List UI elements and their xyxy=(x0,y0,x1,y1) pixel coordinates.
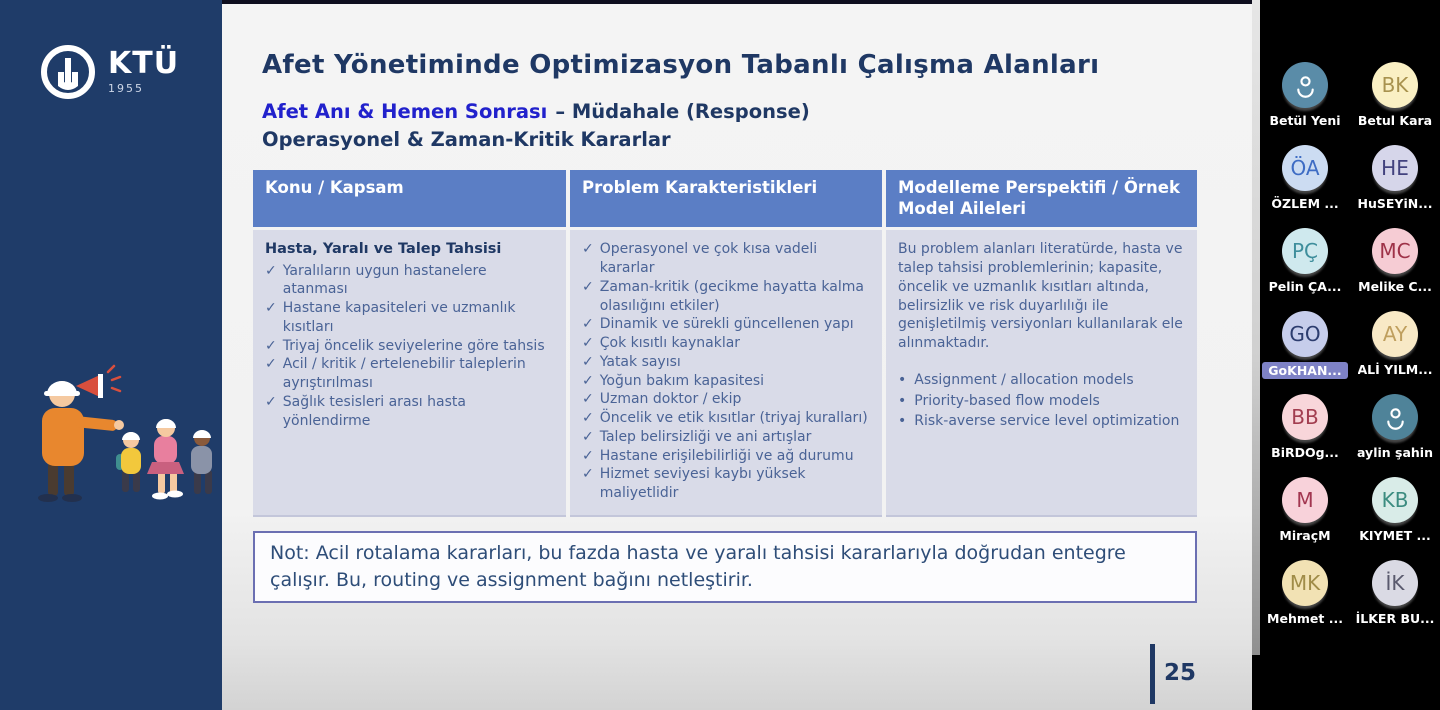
avatar xyxy=(1372,477,1418,523)
avatar xyxy=(1282,145,1328,191)
check-icon: ✓ xyxy=(265,337,277,354)
participant-name: MiraçM xyxy=(1279,528,1331,543)
avatar xyxy=(1372,228,1418,274)
avatar xyxy=(1372,62,1418,108)
check-item-text: Öncelik ve etik kısıtlar (triyaj kuralları) xyxy=(599,410,868,426)
slide-top-strip xyxy=(222,0,1252,4)
table-header-modelleme: Modelleme Perspektifi / Örnek Model Aileleri xyxy=(886,170,1197,227)
check-item xyxy=(265,355,554,393)
check-icon: ✓ xyxy=(582,316,594,333)
check-icon: ✓ xyxy=(582,410,594,426)
avatar-initials: MC xyxy=(1379,239,1411,263)
check-icon: ✓ xyxy=(265,262,277,279)
bullet-item-text: Assignment / allocation models xyxy=(914,371,1134,388)
participant-tile[interactable] xyxy=(1260,145,1350,228)
participant-tile[interactable] xyxy=(1350,145,1440,228)
participant-name: ALİ YILM... xyxy=(1357,362,1433,377)
child-figure-2 xyxy=(147,419,184,500)
participant-name: KIYMET ... xyxy=(1359,528,1431,543)
avatar-initials: PÇ xyxy=(1291,239,1319,263)
check-item xyxy=(265,299,554,337)
bullet-item xyxy=(898,392,1185,411)
check-item xyxy=(582,428,870,447)
bullet-item-text: Priority-based flow models xyxy=(914,392,1100,409)
page-number: 25 xyxy=(1164,660,1197,686)
check-item xyxy=(582,372,870,391)
participant-name: BiRDOg... xyxy=(1271,445,1339,460)
check-item-text: Yaralıların uygun hastanelere atanması xyxy=(282,262,487,298)
avatar-initials: M xyxy=(1296,488,1314,512)
check-icon: ✓ xyxy=(582,241,594,258)
ktu-logo xyxy=(38,42,179,102)
avatar xyxy=(1372,145,1418,191)
check-item xyxy=(265,337,554,356)
bullet-icon: • xyxy=(898,371,907,388)
bullet-item-text: Risk-averse service level optimization xyxy=(914,413,1180,430)
check-item-text: Hizmet seviyesi kaybı yüksek maliyetlidir xyxy=(599,466,806,501)
child-figure-1 xyxy=(116,432,141,492)
check-icon: ✓ xyxy=(265,356,277,373)
check-item xyxy=(582,240,870,278)
avatar xyxy=(1282,394,1328,440)
table-cell-modelleme xyxy=(886,230,1197,517)
participant-tile[interactable] xyxy=(1350,62,1440,145)
ktu-logo-text xyxy=(108,46,180,95)
participant-tile[interactable] xyxy=(1350,477,1440,560)
check-icon: ✓ xyxy=(582,278,594,295)
table-header-problem: Problem Karakteristikleri xyxy=(570,170,882,227)
participant-tile[interactable] xyxy=(1260,560,1350,643)
check-item-text: Zaman-kritik (gecikme hayatta kalma olasılığını etkiler) xyxy=(599,278,864,314)
check-icon: ✓ xyxy=(582,391,594,408)
bullet-item xyxy=(898,412,1185,431)
check-item-text: Dinamik ve sürekli güncellenen yapı xyxy=(599,316,854,333)
scrollbar-track[interactable] xyxy=(1252,0,1260,710)
avatar-initials: BK xyxy=(1381,73,1409,97)
check-icon: ✓ xyxy=(265,393,277,410)
check-icon: ✓ xyxy=(582,466,594,483)
participant-name: Mehmet ... xyxy=(1267,611,1343,626)
check-item-text: Yoğun bakım kapasitesi xyxy=(599,372,765,389)
avatar xyxy=(1282,311,1328,357)
participant-name: ÖZLEM ... xyxy=(1271,196,1339,211)
slide-title: Afet Yönetiminde Optimizasyon Tabanlı Çalışma Alanları xyxy=(262,50,1100,80)
participant-name: Betül Yeni xyxy=(1269,113,1341,128)
avatar xyxy=(1282,477,1328,523)
check-item xyxy=(265,393,554,431)
participant-tile[interactable] xyxy=(1350,311,1440,394)
check-item xyxy=(582,409,870,428)
person-icon xyxy=(1382,404,1409,431)
table-cell-konu xyxy=(253,230,566,517)
check-item xyxy=(582,353,870,372)
avatar-initials: KB xyxy=(1381,488,1409,512)
check-item xyxy=(582,334,870,353)
cell-heading: Hasta, Yaralı ve Talep Tahsisi xyxy=(265,241,502,258)
avatar xyxy=(1372,560,1418,606)
bullet-icon: • xyxy=(898,413,907,430)
participant-name: aylin şahin xyxy=(1357,445,1433,460)
check-item-text: Talep belirsizliği ve ani artışlar xyxy=(599,428,812,445)
participant-tile[interactable] xyxy=(1350,560,1440,643)
bullet-item xyxy=(898,371,1185,390)
participant-tile[interactable] xyxy=(1260,394,1350,477)
avatar-initials: GO xyxy=(1289,322,1321,346)
avatar-initials: İK xyxy=(1385,571,1405,595)
presentation-slide xyxy=(222,0,1252,710)
child-figure-3 xyxy=(191,430,212,494)
slide-left-band xyxy=(0,0,222,710)
avatar xyxy=(1372,311,1418,357)
participant-tile[interactable] xyxy=(1260,477,1350,560)
content-table xyxy=(253,170,1197,517)
check-icon: ✓ xyxy=(582,335,594,351)
participant-name: GoKHAN... xyxy=(1262,362,1347,379)
check-item xyxy=(582,465,870,503)
check-item-text: Triyaj öncelik seviyelerine göre tahsis xyxy=(282,337,545,354)
subtitle-rest: – Müdahale (Response) xyxy=(555,100,810,123)
slide-subtitle-line2: Operasyonel & Zaman-Kritik Kararlar xyxy=(262,128,671,151)
avatar xyxy=(1282,62,1328,108)
subtitle-accent: Afet Anı & Hemen Sonrası xyxy=(262,100,548,123)
person-icon xyxy=(1292,72,1319,99)
check-item-text: Çok kısıtlı kaynaklar xyxy=(599,335,741,351)
participant-name: Betul Kara xyxy=(1357,113,1433,128)
table-header-konu: Konu / Kapsam xyxy=(253,170,566,227)
avatar-initials: AY xyxy=(1382,322,1408,346)
check-item-text: Uzman doktor / ekip xyxy=(599,391,742,408)
check-item-text: Hastane erişilebilirliği ve ağ durumu xyxy=(599,447,854,464)
participant-name: HuSEYiN... xyxy=(1357,196,1433,211)
avatar-initials: HE xyxy=(1381,156,1409,180)
scrollbar-thumb[interactable] xyxy=(1252,0,1260,655)
participant-name: Melike C... xyxy=(1358,279,1432,294)
check-icon: ✓ xyxy=(582,353,594,370)
slide-subtitle xyxy=(262,100,810,123)
participant-tile[interactable] xyxy=(1260,228,1350,311)
check-item xyxy=(582,447,870,466)
bullet-icon: • xyxy=(898,392,907,409)
participant-tile[interactable] xyxy=(1350,394,1440,477)
participants-panel xyxy=(1260,0,1440,710)
avatar xyxy=(1282,560,1328,606)
check-item xyxy=(582,278,870,316)
avatar-initials: MK xyxy=(1289,571,1321,595)
participant-name: İLKER BU... xyxy=(1355,611,1435,626)
model-paragraph: Bu problem alanları literatürde, hasta ve talep tahsisi problemlerinin; kapasite, öncelik ve uzmanlık kısıtları altında, belirsizlik ve risk duyarlılığı ile genişletilmiş versiyonları kullanılarak ele alınmaktadır. xyxy=(898,241,1183,351)
check-icon: ✓ xyxy=(582,428,594,445)
avatar xyxy=(1372,394,1418,440)
logo-year: 1955 xyxy=(108,82,144,95)
avatar-initials: ÖA xyxy=(1290,156,1320,180)
check-item-text: Yatak sayısı xyxy=(599,353,681,370)
avatar xyxy=(1282,228,1328,274)
ktu-logo-icon xyxy=(38,42,98,102)
adult-figure xyxy=(38,366,124,502)
check-item-text: Sağlık tesisleri arası hasta yönlendirme xyxy=(282,393,466,429)
check-item xyxy=(265,262,554,300)
table-cell-problem xyxy=(570,230,882,517)
check-item-text: Operasyonel ve çok kısa vadeli kararlar xyxy=(599,241,818,276)
avatar-initials: BB xyxy=(1291,405,1319,429)
check-item-text: Hastane kapasiteleri ve uzmanlık kısıtları xyxy=(282,300,516,335)
check-icon: ✓ xyxy=(582,372,594,389)
logo-title: KTÜ xyxy=(108,46,180,81)
participant-tile[interactable] xyxy=(1260,62,1350,145)
participant-name: Pelin ÇA... xyxy=(1268,279,1342,294)
check-item xyxy=(582,390,870,409)
check-item-text: Acil / kritik / ertelenebilir taleplerin ayrıştırılması xyxy=(282,356,526,392)
check-icon: ✓ xyxy=(265,300,277,317)
participant-tile[interactable] xyxy=(1260,311,1350,394)
evacuation-illustration xyxy=(6,358,218,510)
participant-tile[interactable] xyxy=(1350,228,1440,311)
page-number-bar xyxy=(1150,644,1155,704)
note-box: Not: Acil rotalama kararları, bu fazda hasta ve yaralı tahsisi kararlarıyla doğrudan entegre çalışır. Bu, routing ve assignment bağını netleştirir. xyxy=(253,531,1197,603)
check-item xyxy=(582,315,870,334)
check-icon: ✓ xyxy=(582,447,594,464)
